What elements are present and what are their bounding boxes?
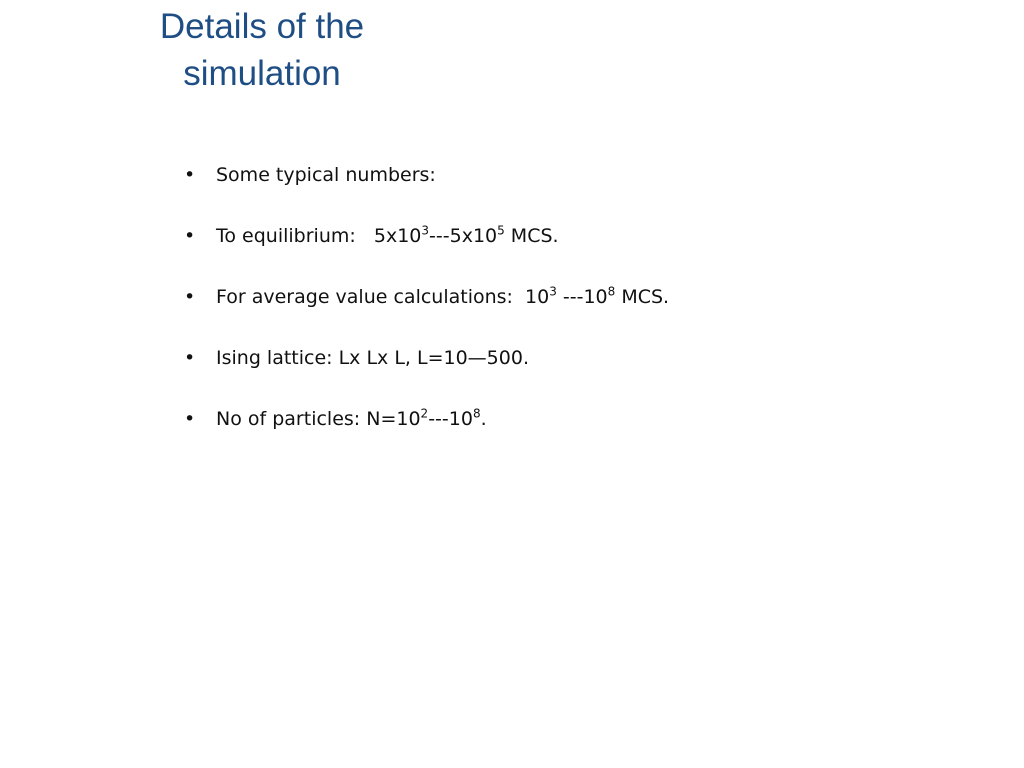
bullet-text-mid: ---5x10 xyxy=(429,225,498,247)
bullet-dot-icon: • xyxy=(184,225,196,247)
bullet-text-suffix: . xyxy=(480,408,487,430)
bullet-text-prefix: For average value calculations: 10 xyxy=(216,286,550,308)
exponent: 8 xyxy=(607,284,616,299)
slide-title-line-1: Details of the xyxy=(159,7,365,46)
bullet-text xyxy=(216,408,487,430)
bullet-text-prefix: To equilibrium: 5x10 xyxy=(216,225,422,247)
slide-title-line-2: simulation xyxy=(183,54,341,93)
bullet-list xyxy=(184,164,669,469)
exponent: 3 xyxy=(549,284,557,299)
exponent: 5 xyxy=(497,223,505,238)
bullet-dot-icon: • xyxy=(184,408,196,430)
bullet-typical-numbers xyxy=(184,164,669,225)
bullet-text: Ising lattice: Lx Lx L, L=10—500. xyxy=(216,347,529,369)
bullet-text xyxy=(216,286,669,308)
bullet-dot-icon: • xyxy=(184,286,196,308)
exponent: 8 xyxy=(472,406,481,421)
exponent: 2 xyxy=(420,406,429,421)
bullet-text-mid: ---10 xyxy=(556,286,608,308)
bullet-average-value xyxy=(184,286,669,347)
bullet-text: Some typical numbers: xyxy=(216,164,436,186)
bullet-to-equilibrium xyxy=(184,225,669,286)
bullet-ising-lattice xyxy=(184,347,669,408)
bullet-text-mid: ---10 xyxy=(428,408,473,430)
bullet-dot-icon: • xyxy=(184,164,196,186)
exponent: 3 xyxy=(421,223,430,238)
bullet-no-of-particles xyxy=(184,408,669,469)
bullet-text xyxy=(216,225,559,247)
slide-title xyxy=(100,3,424,97)
bullet-text-suffix: MCS. xyxy=(504,225,559,247)
bullet-text-prefix: No of particles: N=10 xyxy=(216,408,421,430)
bullet-dot-icon: • xyxy=(184,347,196,369)
bullet-text-suffix: MCS. xyxy=(615,286,670,308)
